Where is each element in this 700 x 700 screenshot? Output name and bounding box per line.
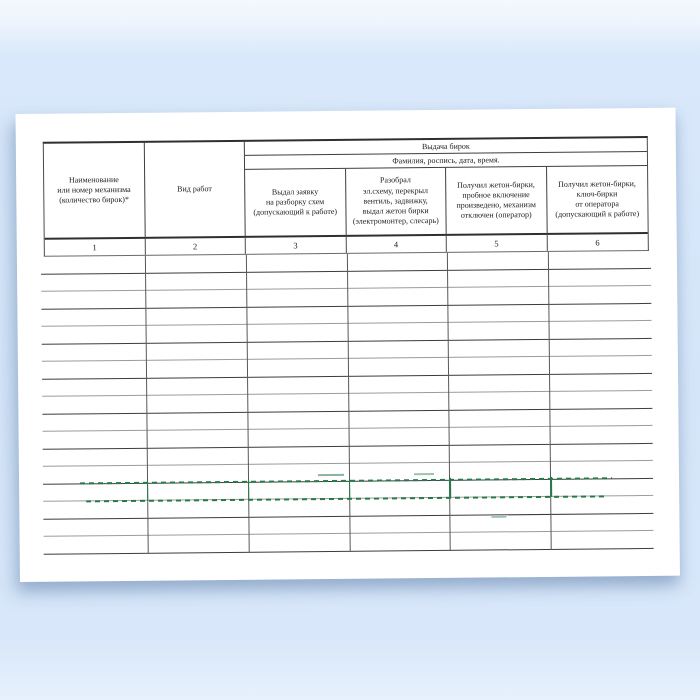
group-columns — [245, 166, 648, 236]
header-col-received-operator: Получил жетон-бирки, пробное включение произведено, механизм отключен (оператор) — [446, 167, 547, 234]
table-header — [43, 136, 649, 257]
column-number: 2 — [145, 238, 246, 255]
document-sheet — [16, 108, 680, 582]
tag-issuance-register-table — [43, 136, 652, 554]
header-col-disassembled: Разобрал эл.схему, перекрыл вентиль, задвижку, выдал жетон бирки (электромонтер, слесарь) — [346, 168, 447, 235]
header-col-work-type: Вид работ — [144, 142, 245, 237]
group-subtitle: Фамилия, роспись, дата, время. — [245, 152, 647, 170]
column-number: 5 — [447, 235, 548, 252]
table-body — [44, 251, 652, 554]
group-title: Выдача бирок — [245, 138, 647, 156]
column-number: 4 — [346, 236, 447, 253]
column-number: 3 — [246, 237, 347, 254]
header-col-mechanism: Наименование или номер механизма (количество бирок)* — [44, 143, 145, 238]
table-rows — [41, 251, 654, 554]
header-col-received-admitter: Получил жетон-бирки, ключ-бирки от оператора (допускающий к работе) — [555, 178, 640, 220]
header-col-request: Выдал заявку на разборку схем (допускающий к работе) — [245, 169, 346, 236]
column-number: 1 — [45, 239, 146, 256]
header-top-row — [44, 138, 648, 238]
column-number: 6 — [595, 237, 600, 248]
header-group-issuance — [245, 138, 648, 236]
